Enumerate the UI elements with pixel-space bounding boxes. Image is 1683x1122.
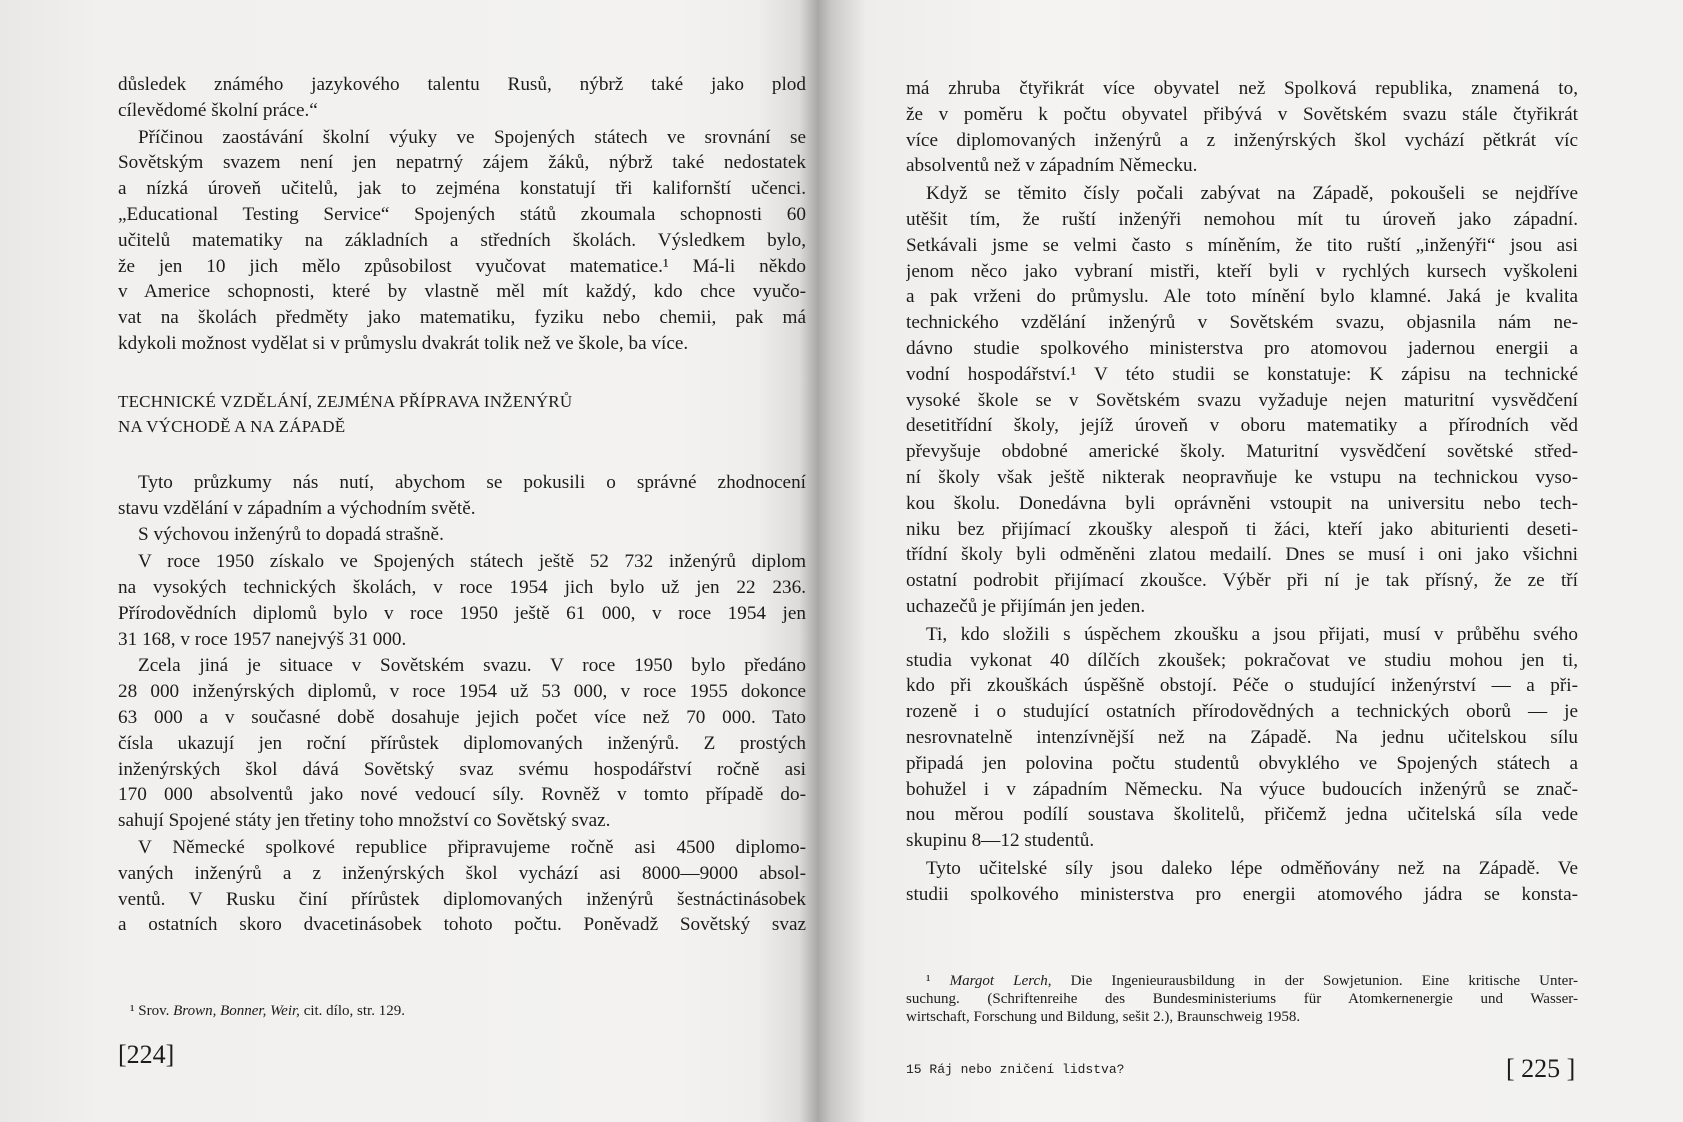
text-line: více diplomovaných inženýrů a z inženýrských škol vychází pětkrát víc [906, 129, 1578, 151]
text-line: dávno studie spolkového ministerstva pro atomovou jadernou energii a [906, 337, 1578, 359]
text-line: Přírodovědních diplomů bylo v roce 1950 ještě 61 000, v roce 1954 jen [118, 602, 806, 624]
text-line: Tyto učitelské síly jsou daleko lépe odměňovány než na Západě. Ve [926, 857, 1578, 879]
section-heading-line-1: TECHNICKÉ VZDĚLÁNÍ, ZEJMÉNA PŘÍPRAVA INŽENÝRŮ [118, 391, 573, 411]
text-line: že v poměru k počtu obyvatel přibývá v Sovětském svazu stále čtyřikrát [906, 103, 1578, 125]
footnote-mark: ¹ [926, 973, 931, 989]
text-line: a pak vrženi do průmyslu. Ale toto mínění bylo klamné. Jaká je kvalita [906, 286, 1578, 308]
text-line: Ti, kdo složili s úspěchem zkoušku a jsou přijati, musí v průběhu svého [926, 623, 1578, 645]
text-line: vat na školách předměty jako matematiku, fyziku nebo chemii, pak má [118, 307, 806, 329]
text-line: sahují Spojené státy jen třetiny toho množství co Sovětský svaz. [118, 810, 611, 832]
text-line: technického vzdělání inženýrů v Sovětském svazu, objasnila nám ne- [906, 312, 1578, 334]
left-footnote [130, 1002, 405, 1020]
text-line: uchazečů je přijímán jen jeden. [906, 595, 1146, 617]
text-line: Příčinou zaostávání školní výuky ve Spojených státech ve srovnání se [138, 126, 806, 148]
text-line: S výchovou inženýrů to dopadá strašně. [138, 524, 444, 546]
left-body-text-2 [118, 470, 806, 938]
text-line: převyšuje obdobné americké školy. Maturitní vysvědčení sovětské střed- [906, 441, 1578, 463]
text-line: a nízká úroveň učitelů, jak to zejména konstatují tři kalifornští učenci. [118, 178, 806, 200]
footnote-line-3: wirtschaft, Forschung und Bildung, sešit 2.), Braunschweig 1958. [906, 1009, 1301, 1025]
text-line: čísla ukazují jen roční přírůstek diplomovaných inženýrů. Z prostých [118, 732, 806, 754]
text-line: 170 000 absolventů jako nové vedoucí síly. Rovněž v tomto případě do- [118, 784, 806, 806]
running-footer: 15 Ráj nebo zničení lidstva? [906, 1062, 1125, 1077]
text-line: učitelů matematiky na základních a středních školách. Výsledkem bylo, [118, 229, 806, 251]
right-footnote [906, 972, 1578, 1026]
text-line: v Americe schopnosti, které by vlastně měl mít každý, kdo chce vyučo- [118, 281, 806, 303]
text-line: Setkávali jsme se velmi často s míněním, že tito ruští „inženýři“ jsou asi [906, 234, 1578, 256]
text-line: vaných inženýrů a z inženýrských škol vychází asi 8000—9000 absol- [118, 862, 806, 884]
text-line: niku bez přijímací zkoušky alespoň ti žáci, kteří jako abiturienti deseti- [906, 518, 1578, 540]
text-line: „Educational Testing Service“ Spojených států zkoumala schopnosti 60 [118, 203, 806, 225]
text-line: V Německé spolkové republice připravujeme ročně asi 4500 diplomo- [138, 836, 806, 858]
text-line: vysoké škole se v Sovětském svazu vyžaduje nejen maturitní vysvědčení [906, 389, 1578, 411]
text-line: bohužel i v západním Německu. Na výuce budoucích inženýrů se znač- [906, 778, 1578, 800]
text-line: Tyto průzkumy nás nutí, abychom se pokusili o správné zhodnocení [138, 471, 806, 493]
text-line: utěšit tím, že ruští inženýři nemohou mít tu úroveň jako západní. [906, 208, 1578, 230]
text-line: kou školu. Donedávna byli oprávněni vstoupit na universitu nebo tech- [906, 492, 1578, 514]
text-line: cílevědomé školní práce.“ [118, 99, 318, 121]
text-line: vodní hospodářství.¹ V této studii se konstatuje: K zápisu na technické [906, 363, 1578, 385]
text-line: má zhruba čtyřikrát více obyvatel než Spolková republika, znamená to, [906, 78, 1578, 99]
footnote-text: Srov. [138, 1003, 174, 1019]
text-line: 31 168, v roce 1957 nanejvýš 31 000. [118, 628, 407, 650]
text-line: nesrovnatelně intenzívnější než na Západě. Na jednu učitelskou sílu [906, 726, 1578, 748]
footnote-citation: cit. dílo, str. 129. [299, 1003, 405, 1019]
text-line: skupinu 8—12 studentů. [906, 830, 1095, 852]
text-line: rozeně i o studující ostatních přírodovědných a technických oborů — je [906, 701, 1578, 723]
text-line: 28 000 inženýrských diplomů, v roce 1954 už 53 000, v roce 1955 dokonce [118, 681, 806, 703]
text-line: desetitřídní školy, jejíž úroveň v oboru matematiky a přírodních věd [906, 415, 1578, 437]
right-body-text [906, 76, 1578, 908]
text-line: stavu vzdělání v západním a východním světě. [118, 497, 476, 519]
text-line: kdykoli možnost vydělat si v průmyslu dvakrát tolik než ve škole, ba více. [118, 332, 689, 354]
footnote-mark: ¹ [130, 1003, 135, 1019]
text-line: nou měrou podílí soustava školitelů, přičemž jedna učitelská síla vede [906, 804, 1578, 826]
text-line: studii spolkového ministerstva pro energii atomového jádra se konsta- [906, 883, 1578, 905]
text-line: na vysokých technických školách, v roce 1954 jich bylo už jen 22 236. [118, 576, 806, 598]
page-number-left: [224] [118, 1040, 175, 1069]
text-line: V roce 1950 získalo ve Spojených státech ještě 52 732 inženýrů diplom [138, 551, 806, 573]
footnote-line-2: suchung. (Schriftenreihe des Bundesministeriums für Atomkernenergie und Wasser- [906, 991, 1578, 1007]
text-line: ostatní podrobit přijímací zkoušce. Výběr při ní je tak přísný, že ze tří [906, 570, 1578, 592]
text-line: studia vykonat 40 dílčích zkoušek; pokračovat ve studiu mohou jen ti, [906, 649, 1578, 671]
left-page [118, 72, 806, 938]
text-line: inženýrských škol dává Sovětský svaz svému hospodářství ročně asi [118, 758, 806, 780]
text-line: a ostatních skoro dvacetinásobek tohoto počtu. Poněvadž Sovětský svaz [118, 914, 806, 936]
text-line: připadá jen polovina počtu studentů obvyklého ve Spojených státech a [906, 752, 1578, 774]
footnote-authors: Brown, Bonner, Weir, [173, 1003, 300, 1019]
text-line: že jen 10 jich mělo způsobilost vyučovat matematice.¹ Má-li někdo [118, 255, 806, 277]
text-line: 63 000 a v současné době dosahuje jejich počet více než 70 000. Tato [118, 706, 806, 728]
text-line: jenom něco jako vybraní mistři, kteří byli v rychlých kursech vyškoleni [906, 260, 1578, 282]
text-line: ventů. V Rusku činí přírůstek diplomovaných inženýrů šestnáctinásobek [118, 888, 806, 910]
text-line: ní školy však ještě nikterak neopravňuje ke vstupu na technickou vyso- [906, 466, 1578, 488]
right-page [906, 76, 1578, 908]
text-line: Když se těmito čísly počali zabývat na Západě, pokoušeli se nejdříve [926, 183, 1578, 205]
footnote-line-1 [906, 972, 1578, 990]
footnote-title: , Die Ingenieurausbildung in der Sowjetunion. Eine kritische Unter- [1047, 973, 1579, 989]
text-line: absolventů než v západním Německu. [906, 155, 1198, 177]
footnote-author: Margot Lerch [949, 973, 1048, 989]
text-line: kdo při zkouškách úspěšně obstojí. Péče o studující inženýrství — a při- [906, 675, 1578, 697]
text-line: důsledek známého jazykového talentu Rusů, nýbrž také jako plod [118, 74, 806, 95]
page-number-right: [ 225 ] [1506, 1054, 1576, 1083]
text-line: Sovětským svazem není jen nepatrný zájem žáků, nýbrž také nedostatek [118, 152, 806, 174]
text-line: třídní školy byli odměněni zlatou medailí. Dnes se musí i oni jako všichni [906, 544, 1578, 566]
section-heading-line-2: NA VÝCHODĚ A NA ZÁPADĚ [118, 416, 346, 436]
text-line: Zcela jiná je situace v Sovětském svazu. V roce 1950 bylo předáno [138, 655, 806, 677]
left-body-text-1 [118, 72, 806, 357]
